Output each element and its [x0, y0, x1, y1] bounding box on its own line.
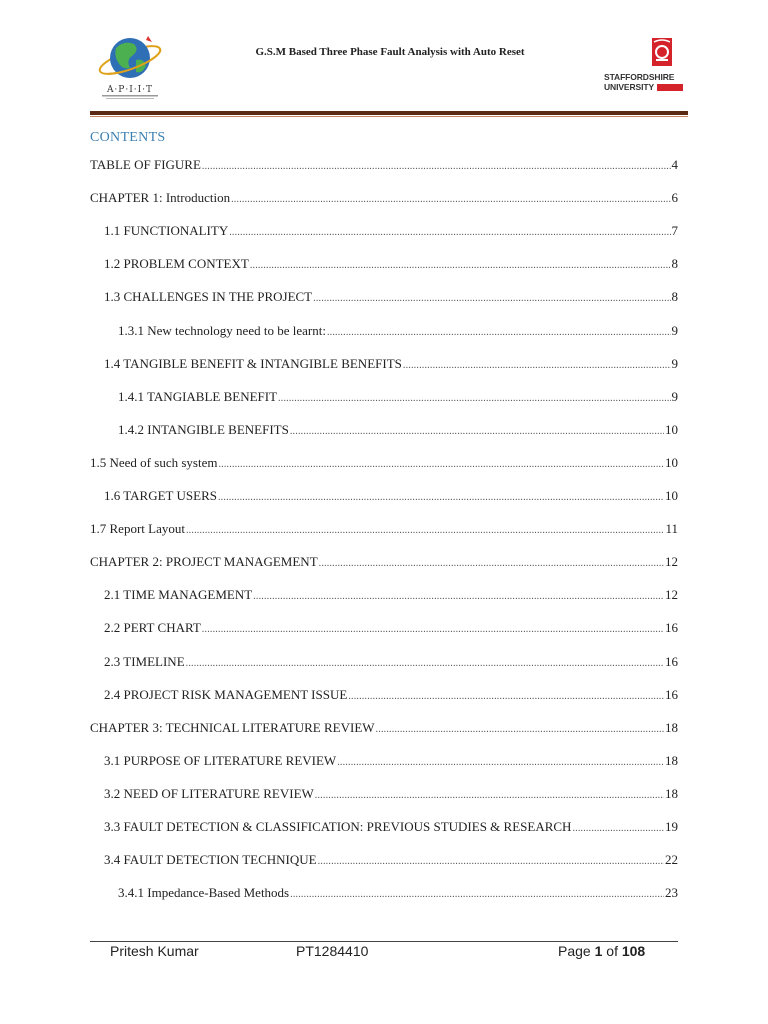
toc-entry-page: 10: [665, 454, 678, 470]
toc-entry[interactable]: [118, 387, 678, 407]
toc-entry-title: CHAPTER 2: PROJECT MANAGEMENT: [90, 554, 318, 570]
toc-entry-page: 9: [671, 388, 678, 404]
staffordshire-red-bar: [657, 84, 683, 91]
toc-entry-page: 8: [671, 256, 678, 272]
toc-dot-leader: [376, 720, 664, 740]
toc-entry-page: 16: [665, 653, 678, 669]
toc-entry-title: 1.2 PROBLEM CONTEXT: [104, 256, 249, 272]
toc-entry-title: 3.2 NEED OF LITERATURE REVIEW: [104, 785, 314, 801]
toc-dot-leader: [348, 687, 664, 707]
toc-entry-title: 2.1 TIME MANAGEMENT: [104, 587, 253, 603]
toc-dot-leader: [229, 223, 670, 243]
toc-entry[interactable]: [118, 420, 678, 440]
toc-dot-leader: [313, 289, 670, 309]
toc-dot-leader: [186, 654, 664, 674]
toc-entry[interactable]: [104, 817, 678, 837]
toc-entry[interactable]: [90, 552, 678, 572]
apiit-logo: [96, 30, 164, 102]
toc-entry-page: 18: [665, 719, 678, 735]
toc-dot-leader: [290, 422, 664, 442]
toc-entry-title: 2.4 PROJECT RISK MANAGEMENT ISSUE: [104, 686, 348, 702]
toc-entry-page: 12: [665, 554, 678, 570]
toc-entry-title: 2.3 TIMELINE: [104, 653, 185, 669]
toc-entry-page: 8: [671, 289, 678, 305]
toc-entry-page: 12: [665, 587, 678, 603]
toc-entry-page: 6: [671, 190, 678, 206]
footer-student-id: PT1284410: [296, 943, 369, 959]
toc-dot-leader: [231, 190, 670, 210]
toc-dot-leader: [337, 753, 664, 773]
toc-entry-title: 1.4.2 INTANGIBLE BENEFITS: [118, 421, 289, 437]
toc-entry-title: 1.1 FUNCTIONALITY: [104, 223, 229, 239]
toc-entry[interactable]: [90, 188, 678, 208]
toc-entry-title: TABLE OF FIGURE: [90, 157, 201, 172]
toc-dot-leader: [250, 256, 671, 276]
toc-dot-leader: [327, 323, 671, 343]
toc-entry-title: CHAPTER 3: TECHNICAL LITERATURE REVIEW: [90, 719, 375, 735]
toc-dot-leader: [403, 356, 671, 376]
toc-entry[interactable]: [104, 685, 678, 705]
toc-entry-title: 1.4 TANGIBLE BENEFIT & INTANGIBLE BENEFITS: [104, 355, 402, 371]
toc-entry[interactable]: [104, 618, 678, 638]
staffordshire-crest-icon: [636, 38, 684, 74]
toc-entry-page: 7: [671, 223, 678, 239]
header-title: G.S.M Based Three Phase Fault Analysis with Auto Reset: [255, 46, 525, 58]
toc-entry[interactable]: [104, 486, 678, 506]
toc-entry-title: 1.3 CHALLENGES IN THE PROJECT: [104, 289, 313, 305]
toc-entry-page: 11: [665, 521, 678, 537]
footer-page-total: 108: [621, 943, 646, 959]
toc-entry-page: 9: [671, 355, 678, 371]
toc-dot-leader: [572, 819, 664, 839]
toc-entry[interactable]: [104, 254, 678, 274]
footer-rule: [90, 941, 678, 942]
toc-dot-leader: [218, 488, 664, 508]
staffordshire-line1: STAFFORDSHIRE: [604, 72, 675, 82]
footer-page-number: [558, 943, 645, 959]
toc-entry[interactable]: [90, 718, 678, 738]
header-rule-dark: [90, 111, 688, 115]
toc-entry-page: 9: [671, 322, 678, 338]
toc-entry-page: 10: [665, 421, 678, 437]
toc-entry[interactable]: [118, 321, 678, 341]
toc-dot-leader: [186, 521, 665, 541]
toc-entry-title: 3.3 FAULT DETECTION & CLASSIFICATION: PREVIOUS STUDIES & RESEARCH: [104, 819, 572, 834]
toc-entry-page: 16: [665, 686, 678, 702]
toc-entry[interactable]: [90, 453, 678, 473]
toc-entry-title: 3.4.1 Impedance-Based Methods: [118, 885, 290, 901]
footer-author: Pritesh Kumar: [110, 943, 199, 959]
toc-entry-title: 3.1 PURPOSE OF LITERATURE REVIEW: [104, 752, 337, 768]
toc-entry-title: 3.4 FAULT DETECTION TECHNIQUE: [104, 852, 317, 868]
toc-dot-leader: [318, 852, 664, 872]
header-rule-light: [90, 116, 688, 117]
svg-text:A·P·I·I·T: A·P·I·I·T: [106, 85, 154, 95]
toc-entry[interactable]: [104, 221, 678, 241]
toc-dot-leader: [202, 620, 664, 640]
toc-entry-title: 2.2 PERT CHART: [104, 620, 201, 636]
toc-entry-title: 1.4.1 TANGIABLE BENEFIT: [118, 388, 278, 404]
toc-entry-title: 1.3.1 New technology need to be learnt:: [118, 322, 326, 338]
contents-heading: CONTENTS: [90, 130, 166, 145]
toc-entry-title: 1.7 Report Layout: [90, 521, 185, 537]
toc-entry[interactable]: [104, 850, 678, 870]
toc-entry-page: 18: [665, 752, 678, 768]
staffordshire-line2: UNIVERSITY: [604, 82, 655, 92]
footer-page-label: Page: [558, 943, 591, 959]
toc-entry-page: 16: [665, 620, 678, 636]
toc-dot-leader: [253, 587, 664, 607]
toc-entry[interactable]: [104, 751, 678, 771]
footer-page-of: of: [606, 943, 618, 959]
toc-dot-leader: [319, 554, 664, 574]
toc-dot-leader: [278, 389, 670, 409]
toc-dot-leader: [315, 786, 664, 806]
toc-dot-leader: [218, 455, 664, 475]
toc-entry[interactable]: [90, 155, 678, 175]
toc-entry-title: 1.5 Need of such system: [90, 454, 218, 470]
toc-entry[interactable]: [104, 354, 678, 374]
staffordshire-logo-text: [604, 72, 688, 92]
toc-dot-leader: [290, 885, 664, 905]
toc-entry[interactable]: [118, 883, 678, 903]
toc-entry-page: 10: [665, 488, 678, 503]
toc-entry-page: 4: [671, 157, 678, 172]
toc-entry[interactable]: [104, 784, 678, 804]
toc-entry[interactable]: [104, 585, 678, 605]
toc-entry-page: 23: [665, 885, 678, 901]
toc-entry-title: CHAPTER 1: Introduction: [90, 190, 231, 206]
toc-entry-page: 22: [665, 852, 678, 868]
toc-entry-title: 1.6 TARGET USERS: [104, 488, 217, 503]
toc-entry[interactable]: [104, 652, 678, 672]
toc-entry[interactable]: [104, 287, 678, 307]
toc-entry-page: 18: [665, 785, 678, 801]
toc-dot-leader: [202, 157, 671, 177]
footer-page-current: 1: [594, 943, 603, 959]
toc-entry-page: 19: [665, 819, 678, 834]
toc-entry[interactable]: [90, 519, 678, 539]
